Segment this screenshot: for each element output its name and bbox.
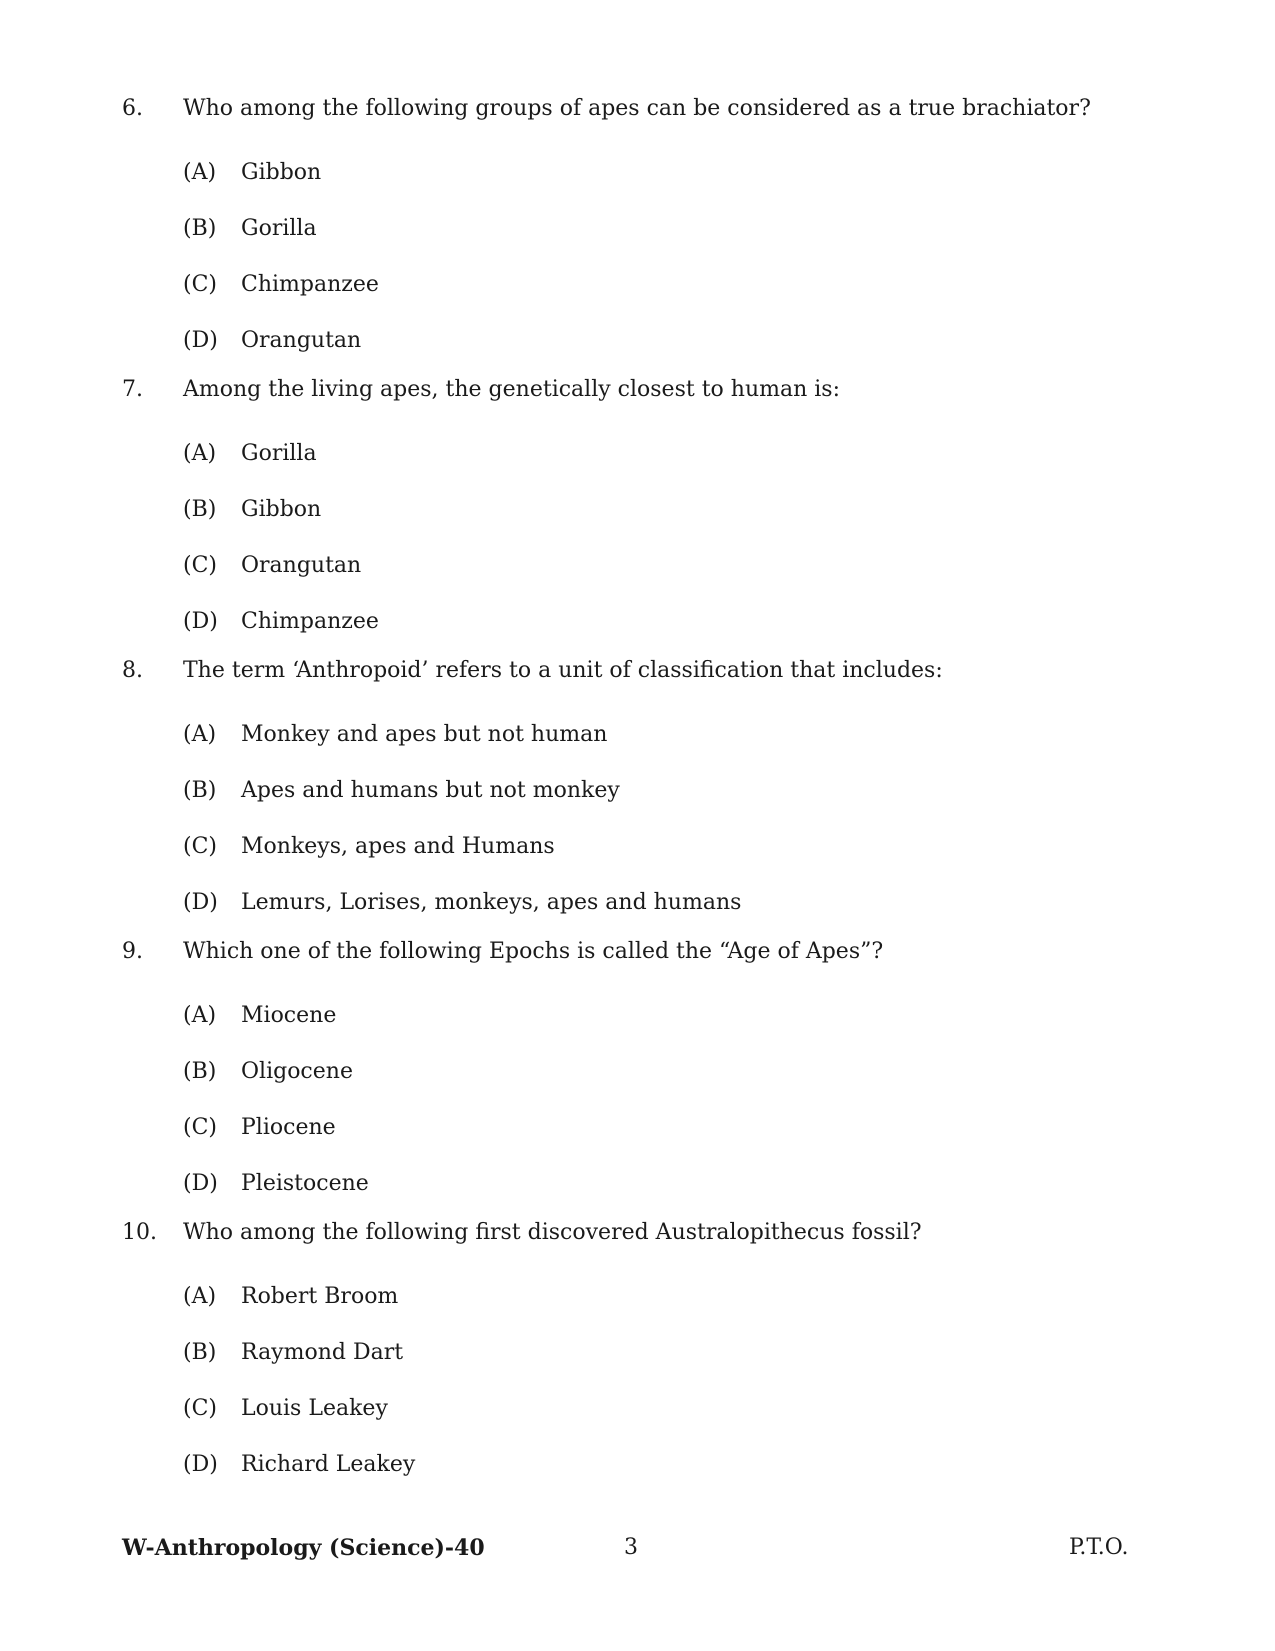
question-stem	[122, 89, 1122, 129]
option-c	[122, 1100, 1122, 1156]
option-label: (C)	[183, 834, 217, 859]
option-text: Pliocene	[241, 1115, 336, 1140]
option-b	[122, 201, 1122, 257]
option-label: (B)	[183, 778, 217, 803]
option-label: (A)	[183, 441, 217, 466]
question-number: 10.	[122, 1220, 157, 1245]
question-number: 7.	[122, 377, 143, 402]
question-text: Among the living apes, the genetically closest to human is:	[183, 377, 840, 402]
option-text: Miocene	[241, 1003, 337, 1028]
option-d	[122, 1437, 1122, 1493]
option-list	[122, 1269, 1122, 1493]
option-text: Lemurs, Lorises, monkeys, apes and humans	[241, 890, 742, 915]
option-text: Pleistocene	[241, 1171, 369, 1196]
option-d	[122, 875, 1122, 931]
option-b	[122, 763, 1122, 819]
option-label: (C)	[183, 553, 217, 578]
option-a	[122, 145, 1122, 201]
option-label: (D)	[183, 328, 218, 353]
question-text: The term ‘Anthropoid’ refers to a unit of classification that includes:	[183, 658, 943, 683]
option-b	[122, 1044, 1122, 1100]
option-label: (C)	[183, 1396, 217, 1421]
option-text: Gorilla	[241, 216, 317, 241]
option-label: (D)	[183, 1452, 218, 1477]
option-text: Oligocene	[241, 1059, 353, 1084]
question-stem	[122, 1213, 1122, 1253]
option-text: Raymond Dart	[241, 1340, 404, 1365]
question-number: 6.	[122, 96, 143, 121]
option-list	[122, 426, 1122, 650]
question-10	[122, 1213, 1122, 1493]
option-label: (C)	[183, 272, 217, 297]
option-label: (A)	[183, 1003, 217, 1028]
option-label: (A)	[183, 722, 217, 747]
option-label: (A)	[183, 1284, 217, 1309]
page-footer	[0, 1530, 1275, 1566]
option-text: Louis Leakey	[241, 1396, 388, 1421]
option-c	[122, 538, 1122, 594]
option-text: Monkeys, apes and Humans	[241, 834, 555, 859]
option-a	[122, 988, 1122, 1044]
question-7	[122, 370, 1122, 650]
question-number: 8.	[122, 658, 143, 683]
option-text: Orangutan	[241, 553, 362, 578]
page-number: 3	[624, 1535, 638, 1560]
question-stem	[122, 932, 1122, 972]
option-label: (D)	[183, 890, 218, 915]
option-text: Monkey and apes but not human	[241, 722, 608, 747]
option-label: (B)	[183, 497, 217, 522]
question-text: Which one of the following Epochs is called the “Age of Apes”?	[183, 939, 884, 964]
option-label: (B)	[183, 216, 217, 241]
question-number: 9.	[122, 939, 143, 964]
option-a	[122, 426, 1122, 482]
option-b	[122, 482, 1122, 538]
option-text: Chimpanzee	[241, 272, 379, 297]
option-text: Apes and humans but not monkey	[241, 778, 620, 803]
option-label: (D)	[183, 609, 218, 634]
pto-label: P.T.O.	[1069, 1535, 1129, 1560]
option-text: Gorilla	[241, 441, 317, 466]
question-text: Who among the following first discovered Australopithecus fossil?	[183, 1220, 922, 1245]
option-text: Chimpanzee	[241, 609, 379, 634]
option-a	[122, 1269, 1122, 1325]
option-d	[122, 594, 1122, 650]
question-8	[122, 651, 1122, 931]
option-list	[122, 707, 1122, 931]
option-text: Richard Leakey	[241, 1452, 416, 1477]
option-text: Gibbon	[241, 497, 322, 522]
option-label: (C)	[183, 1115, 217, 1140]
paper-code: W-Anthropology (Science)-40	[122, 1535, 485, 1561]
option-list	[122, 988, 1122, 1212]
option-c	[122, 1381, 1122, 1437]
option-label: (B)	[183, 1059, 217, 1084]
option-d	[122, 313, 1122, 369]
option-label: (A)	[183, 160, 217, 185]
question-9	[122, 932, 1122, 1212]
option-b	[122, 1325, 1122, 1381]
option-label: (D)	[183, 1171, 218, 1196]
question-stem	[122, 651, 1122, 691]
question-stem	[122, 370, 1122, 410]
option-text: Robert Broom	[241, 1284, 399, 1309]
option-list	[122, 145, 1122, 369]
option-text: Gibbon	[241, 160, 322, 185]
option-d	[122, 1156, 1122, 1212]
option-label: (B)	[183, 1340, 217, 1365]
option-c	[122, 819, 1122, 875]
option-c	[122, 257, 1122, 313]
option-text: Orangutan	[241, 328, 362, 353]
question-6	[122, 89, 1122, 369]
option-a	[122, 707, 1122, 763]
question-text: Who among the following groups of apes can be considered as a true brachiator?	[183, 96, 1091, 121]
